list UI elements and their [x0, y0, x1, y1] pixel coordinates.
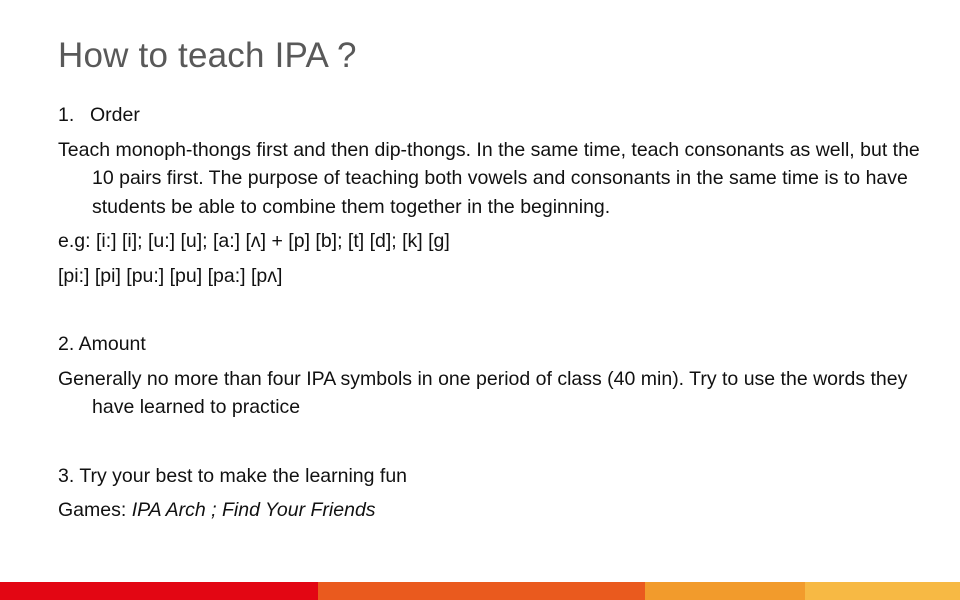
games-label: Games:	[58, 499, 132, 521]
example-line-1: e.g: [i:] [i]; [u:] [u]; [a:] [ʌ] + [p] [b]; [t] [d]; [k] [g]	[58, 230, 450, 252]
amount-paragraph: Generally no more than four IPA symbols in one period of class (40 min). Try to use the words they have learned to practice	[58, 367, 908, 418]
games-line	[58, 496, 938, 525]
spacer	[58, 296, 938, 330]
section-fun-heading: 3. Try your best to make the learning fun	[58, 464, 408, 487]
slide-title: How to teach IPA ?	[58, 36, 357, 75]
spacer	[58, 428, 938, 462]
footer-segment-yellow-orange	[805, 582, 960, 600]
footer-segment-red	[0, 582, 318, 600]
section-amount-heading: 2. Amount	[58, 333, 146, 355]
games-value: IPA Arch ; Find Your Friends	[131, 499, 376, 521]
footer-segment-orange	[318, 582, 645, 600]
list-number: 1.	[58, 104, 75, 126]
footer-color-bar	[0, 582, 960, 600]
slide-body	[58, 101, 938, 531]
order-paragraph: Teach monoph-thongs first and then dip-thongs. In the same time, teach consonants as well, but the 10 pairs first. The purpose of teaching both vowels and consonants in the same time is to have students be able to combine them together in the beginning.	[58, 138, 920, 218]
footer-segment-light-orange	[645, 582, 805, 600]
section-order-heading	[58, 101, 938, 130]
example-line-2: [pi:] [pi] [pu:] [pu] [pa:] [pʌ]	[58, 264, 283, 287]
list-heading: Order	[90, 104, 140, 126]
